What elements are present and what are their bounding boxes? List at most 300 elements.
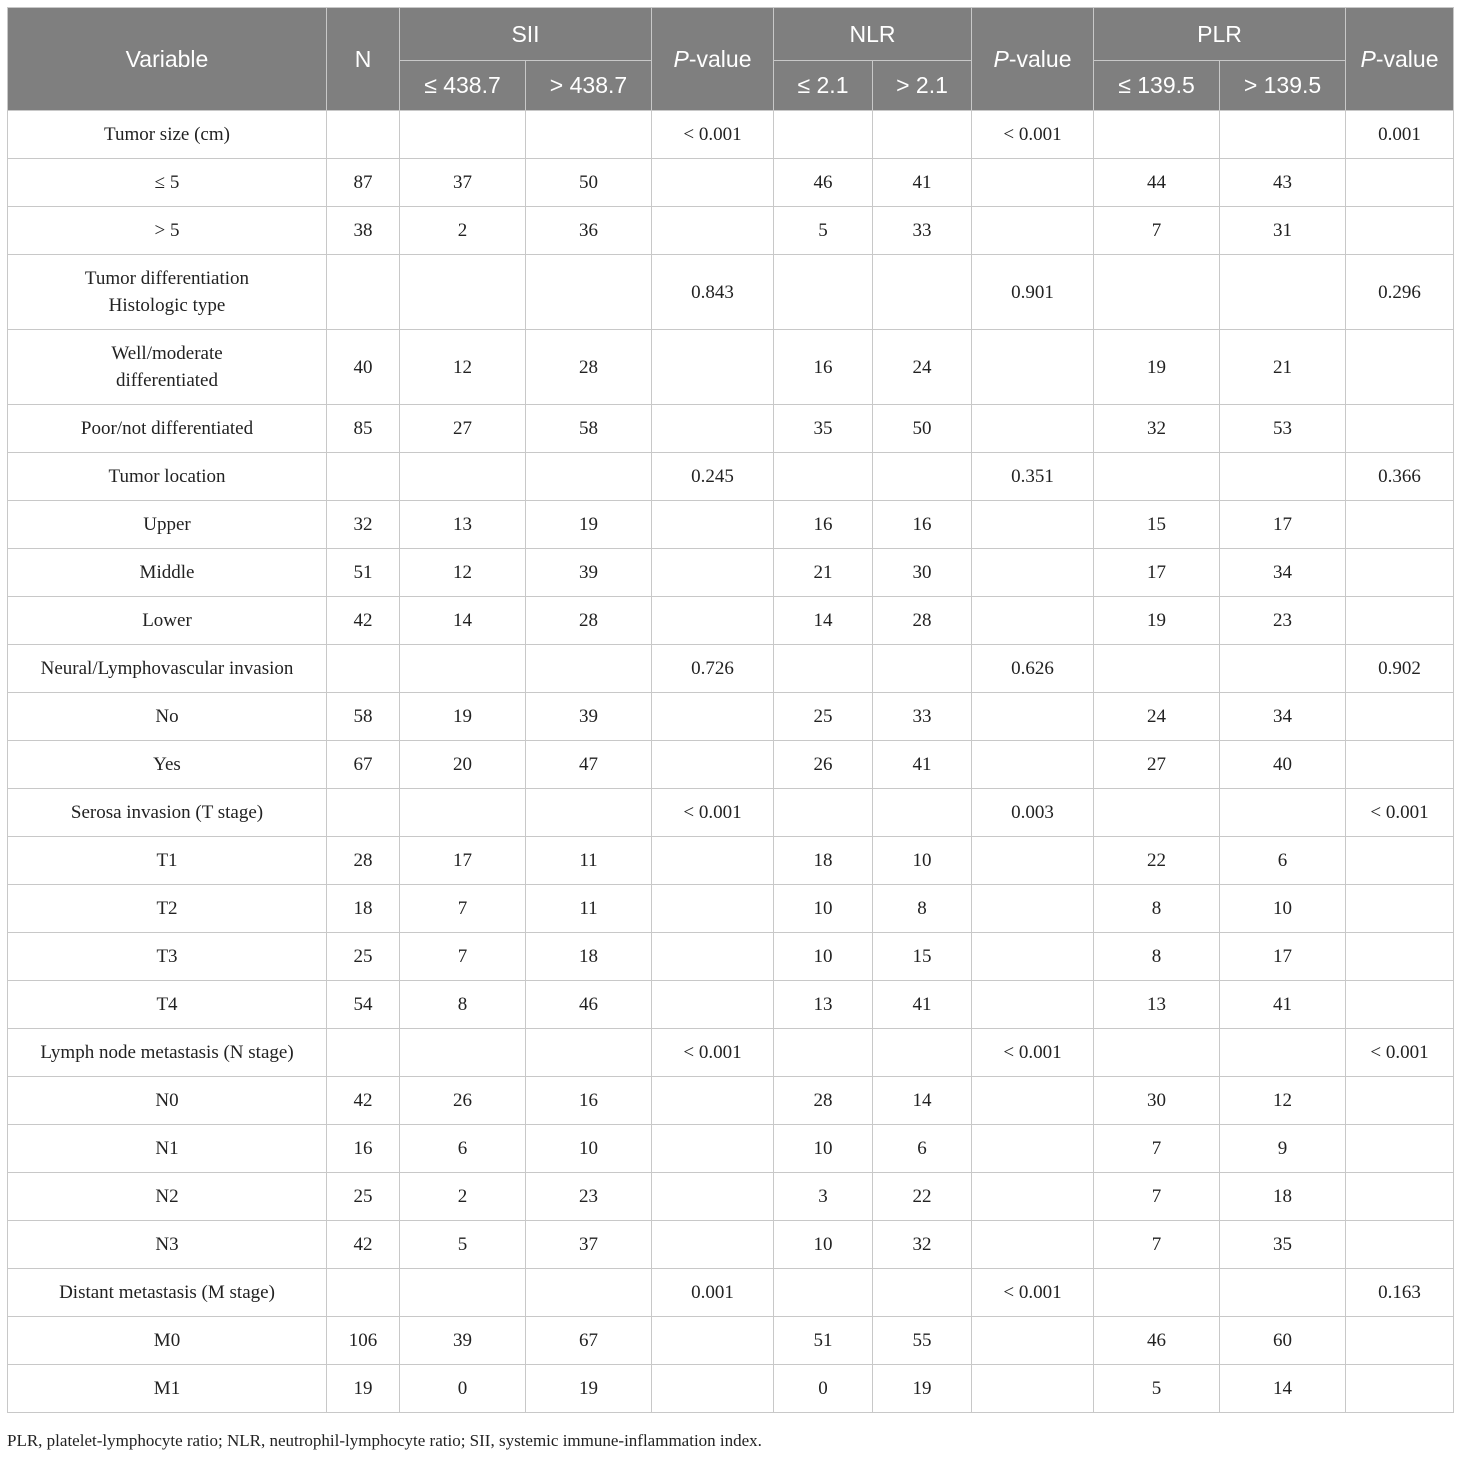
cell-sii-high: 36: [526, 207, 652, 255]
table-row: [8, 981, 1454, 1029]
cell-sii-low: 20: [400, 741, 526, 789]
cell-sii-high: [526, 1269, 652, 1317]
cell-plr-low: 22: [1094, 837, 1220, 885]
cell-plr-high: 6: [1220, 837, 1346, 885]
cell-sii-high: [526, 111, 652, 159]
cell-p-plr: [1346, 933, 1454, 981]
cell-nlr-high: 30: [873, 549, 972, 597]
cell-p-plr: [1346, 885, 1454, 933]
cell-nlr-high: 41: [873, 159, 972, 207]
cell-p-nlr: [972, 1077, 1094, 1125]
cell-sii-low: [400, 255, 526, 330]
cell-sii-low: 13: [400, 501, 526, 549]
cell-n: 54: [327, 981, 400, 1029]
cell-nlr-high: [873, 255, 972, 330]
cell-p-plr: [1346, 330, 1454, 405]
table-row: [8, 597, 1454, 645]
cell-plr-low: 24: [1094, 693, 1220, 741]
cell-sii-high: 46: [526, 981, 652, 1029]
cell-p-nlr: [972, 837, 1094, 885]
cell-p-sii: [652, 1173, 774, 1221]
cell-p-nlr: [972, 330, 1094, 405]
cell-n: 51: [327, 549, 400, 597]
cell-sii-high: 39: [526, 549, 652, 597]
cell-sii-high: 19: [526, 1365, 652, 1413]
header-nlr-low: ≤ 2.1: [774, 61, 873, 111]
cell-nlr-low: 35: [774, 405, 873, 453]
cell-p-sii: 0.245: [652, 453, 774, 501]
cell-nlr-high: [873, 645, 972, 693]
cell-p-sii: 0.843: [652, 255, 774, 330]
cell-sii-high: 37: [526, 1221, 652, 1269]
cell-p-nlr: [972, 693, 1094, 741]
table-row: [8, 1125, 1454, 1173]
cell-p-sii: [652, 1221, 774, 1269]
cell-n: [327, 453, 400, 501]
cell-p-sii: [652, 501, 774, 549]
cell-p-plr: < 0.001: [1346, 1029, 1454, 1077]
cell-nlr-high: 16: [873, 501, 972, 549]
cell-sii-low: 12: [400, 549, 526, 597]
cell-sii-low: 12: [400, 330, 526, 405]
cell-plr-low: 7: [1094, 1221, 1220, 1269]
cell-p-plr: 0.001: [1346, 111, 1454, 159]
cell-p-sii: [652, 1365, 774, 1413]
cell-n: 40: [327, 330, 400, 405]
cell-nlr-low: 5: [774, 207, 873, 255]
cell-nlr-low: 25: [774, 693, 873, 741]
cell-plr-high: 40: [1220, 741, 1346, 789]
cell-plr-low: 7: [1094, 207, 1220, 255]
cell-nlr-low: 10: [774, 1125, 873, 1173]
cell-p-sii: [652, 933, 774, 981]
cell-nlr-high: 28: [873, 597, 972, 645]
cell-label: > 5: [8, 207, 327, 255]
cell-p-sii: [652, 330, 774, 405]
cell-plr-high: 17: [1220, 501, 1346, 549]
header-n: N: [327, 8, 400, 111]
cell-p-nlr: [972, 159, 1094, 207]
cell-label: Tumor location: [8, 453, 327, 501]
cell-sii-high: [526, 1029, 652, 1077]
cell-nlr-high: [873, 111, 972, 159]
cell-p-nlr: [972, 207, 1094, 255]
cell-nlr-low: [774, 255, 873, 330]
cell-label: Well/moderate differentiated: [8, 330, 327, 405]
cell-nlr-low: 18: [774, 837, 873, 885]
cell-nlr-low: 16: [774, 330, 873, 405]
cell-n: 42: [327, 597, 400, 645]
cell-n: 67: [327, 741, 400, 789]
header-plr: PLR: [1094, 8, 1346, 61]
cell-label: T4: [8, 981, 327, 1029]
cell-sii-high: 58: [526, 405, 652, 453]
cell-p-sii: [652, 405, 774, 453]
cell-p-nlr: 0.351: [972, 453, 1094, 501]
cell-p-sii: < 0.001: [652, 789, 774, 837]
cell-sii-low: 37: [400, 159, 526, 207]
cell-nlr-low: 10: [774, 933, 873, 981]
cell-p-nlr: 0.626: [972, 645, 1094, 693]
cell-p-sii: [652, 549, 774, 597]
cell-nlr-high: [873, 1269, 972, 1317]
cell-plr-low: [1094, 645, 1220, 693]
cell-sii-low: 27: [400, 405, 526, 453]
cell-p-plr: [1346, 597, 1454, 645]
cell-label: No: [8, 693, 327, 741]
cell-plr-low: 17: [1094, 549, 1220, 597]
cell-sii-low: [400, 1269, 526, 1317]
cell-label: N2: [8, 1173, 327, 1221]
cell-p-plr: [1346, 981, 1454, 1029]
table-row: [8, 1365, 1454, 1413]
cell-p-plr: [1346, 501, 1454, 549]
table-row: [8, 255, 1454, 330]
cell-plr-high: [1220, 789, 1346, 837]
cell-p-nlr: < 0.001: [972, 1029, 1094, 1077]
cell-sii-low: 0: [400, 1365, 526, 1413]
cell-label: ≤ 5: [8, 159, 327, 207]
cell-p-sii: 0.726: [652, 645, 774, 693]
cell-p-nlr: [972, 549, 1094, 597]
cell-p-plr: [1346, 1365, 1454, 1413]
table-row: [8, 645, 1454, 693]
cell-nlr-low: [774, 789, 873, 837]
cell-p-plr: [1346, 741, 1454, 789]
cell-n: [327, 1029, 400, 1077]
cell-nlr-high: 41: [873, 741, 972, 789]
cell-nlr-high: 10: [873, 837, 972, 885]
cell-nlr-high: 55: [873, 1317, 972, 1365]
cell-label: Serosa invasion (T stage): [8, 789, 327, 837]
cell-plr-high: 35: [1220, 1221, 1346, 1269]
cell-n: 18: [327, 885, 400, 933]
cell-plr-high: [1220, 255, 1346, 330]
cell-sii-low: 8: [400, 981, 526, 1029]
cell-plr-low: 7: [1094, 1125, 1220, 1173]
cell-nlr-low: 14: [774, 597, 873, 645]
cell-label: Middle: [8, 549, 327, 597]
cell-p-plr: 0.163: [1346, 1269, 1454, 1317]
cell-n: 19: [327, 1365, 400, 1413]
cell-p-plr: [1346, 837, 1454, 885]
cell-nlr-high: [873, 453, 972, 501]
cell-plr-high: 43: [1220, 159, 1346, 207]
cell-nlr-low: 10: [774, 1221, 873, 1269]
cell-plr-high: 53: [1220, 405, 1346, 453]
cell-plr-low: [1094, 789, 1220, 837]
table-header: [8, 8, 1454, 111]
cell-plr-low: 8: [1094, 933, 1220, 981]
cell-p-sii: < 0.001: [652, 111, 774, 159]
cell-p-plr: [1346, 405, 1454, 453]
cell-nlr-high: 15: [873, 933, 972, 981]
cell-n: [327, 1269, 400, 1317]
cell-sii-high: 67: [526, 1317, 652, 1365]
cell-p-nlr: 0.901: [972, 255, 1094, 330]
cell-plr-high: 12: [1220, 1077, 1346, 1125]
cell-label: M1: [8, 1365, 327, 1413]
cell-sii-high: 16: [526, 1077, 652, 1125]
cell-label: Distant metastasis (M stage): [8, 1269, 327, 1317]
cell-sii-low: [400, 645, 526, 693]
table-row: [8, 1269, 1454, 1317]
table-row: [8, 501, 1454, 549]
cell-sii-high: [526, 255, 652, 330]
cell-p-sii: [652, 597, 774, 645]
table-row: [8, 741, 1454, 789]
cell-sii-high: 11: [526, 885, 652, 933]
cell-nlr-high: 33: [873, 693, 972, 741]
cell-n: [327, 255, 400, 330]
cell-p-nlr: < 0.001: [972, 111, 1094, 159]
cell-sii-low: [400, 789, 526, 837]
cell-plr-low: [1094, 1269, 1220, 1317]
cell-n: 106: [327, 1317, 400, 1365]
cell-sii-high: [526, 453, 652, 501]
cell-n: 87: [327, 159, 400, 207]
cell-label: Upper: [8, 501, 327, 549]
cell-p-nlr: [972, 501, 1094, 549]
cell-p-nlr: 0.003: [972, 789, 1094, 837]
cell-p-nlr: [972, 741, 1094, 789]
cell-p-plr: [1346, 1077, 1454, 1125]
cell-nlr-low: 0: [774, 1365, 873, 1413]
cell-label: N1: [8, 1125, 327, 1173]
header-plr-low: ≤ 139.5: [1094, 61, 1220, 111]
cell-plr-low: [1094, 255, 1220, 330]
cell-sii-high: 10: [526, 1125, 652, 1173]
cell-n: [327, 645, 400, 693]
cell-sii-low: [400, 1029, 526, 1077]
cell-nlr-low: 51: [774, 1317, 873, 1365]
table-row: [8, 111, 1454, 159]
cell-sii-low: 17: [400, 837, 526, 885]
cell-nlr-low: [774, 453, 873, 501]
cell-sii-low: 19: [400, 693, 526, 741]
cell-p-sii: [652, 1125, 774, 1173]
cell-p-nlr: [972, 933, 1094, 981]
cell-plr-low: 5: [1094, 1365, 1220, 1413]
table-row: [8, 693, 1454, 741]
cell-p-plr: [1346, 693, 1454, 741]
header-plr-high: > 139.5: [1220, 61, 1346, 111]
header-sii-low: ≤ 438.7: [400, 61, 526, 111]
cell-nlr-low: 46: [774, 159, 873, 207]
cell-nlr-low: [774, 645, 873, 693]
cell-plr-high: [1220, 1029, 1346, 1077]
cell-n: 25: [327, 933, 400, 981]
cell-n: [327, 789, 400, 837]
cell-plr-low: 32: [1094, 405, 1220, 453]
cell-plr-low: [1094, 453, 1220, 501]
cell-nlr-high: 6: [873, 1125, 972, 1173]
table-body: [8, 111, 1454, 1413]
cell-p-sii: 0.001: [652, 1269, 774, 1317]
cell-nlr-low: [774, 1269, 873, 1317]
cell-p-plr: [1346, 159, 1454, 207]
table-row: [8, 330, 1454, 405]
cell-sii-low: 7: [400, 933, 526, 981]
cell-sii-high: 18: [526, 933, 652, 981]
header-sii-high: > 438.7: [526, 61, 652, 111]
cell-label: T1: [8, 837, 327, 885]
cell-plr-high: 10: [1220, 885, 1346, 933]
cell-plr-high: [1220, 1269, 1346, 1317]
cell-nlr-low: 13: [774, 981, 873, 1029]
data-table: [7, 7, 1454, 1413]
cell-plr-low: 19: [1094, 330, 1220, 405]
table-row: [8, 837, 1454, 885]
cell-nlr-low: 21: [774, 549, 873, 597]
cell-sii-high: 28: [526, 330, 652, 405]
cell-plr-low: 19: [1094, 597, 1220, 645]
table-row: [8, 885, 1454, 933]
cell-p-nlr: [972, 597, 1094, 645]
table-row: [8, 1173, 1454, 1221]
cell-plr-high: 34: [1220, 693, 1346, 741]
header-p-value-plr: P-value: [1346, 8, 1454, 111]
cell-plr-high: [1220, 453, 1346, 501]
cell-p-plr: [1346, 549, 1454, 597]
cell-p-nlr: < 0.001: [972, 1269, 1094, 1317]
cell-plr-high: 34: [1220, 549, 1346, 597]
cell-plr-high: [1220, 645, 1346, 693]
cell-nlr-high: [873, 789, 972, 837]
cell-label: Neural/Lymphovascular invasion: [8, 645, 327, 693]
cell-p-plr: 0.296: [1346, 255, 1454, 330]
cell-plr-high: 41: [1220, 981, 1346, 1029]
cell-plr-low: 7: [1094, 1173, 1220, 1221]
cell-nlr-high: 33: [873, 207, 972, 255]
cell-p-sii: [652, 981, 774, 1029]
cell-plr-low: 44: [1094, 159, 1220, 207]
table-row: [8, 405, 1454, 453]
cell-label: Poor/not differentiated: [8, 405, 327, 453]
cell-nlr-high: 8: [873, 885, 972, 933]
header-nlr-high: > 2.1: [873, 61, 972, 111]
cell-p-sii: [652, 885, 774, 933]
cell-sii-low: 2: [400, 1173, 526, 1221]
cell-plr-high: [1220, 111, 1346, 159]
table-row: [8, 1221, 1454, 1269]
cell-sii-low: 26: [400, 1077, 526, 1125]
cell-nlr-high: 19: [873, 1365, 972, 1413]
cell-plr-high: 9: [1220, 1125, 1346, 1173]
cell-plr-low: [1094, 1029, 1220, 1077]
cell-plr-low: 13: [1094, 981, 1220, 1029]
cell-n: 58: [327, 693, 400, 741]
cell-plr-low: 15: [1094, 501, 1220, 549]
cell-p-sii: [652, 159, 774, 207]
header-p-value-sii: P-value: [652, 8, 774, 111]
cell-p-plr: [1346, 1221, 1454, 1269]
cell-p-sii: [652, 1077, 774, 1125]
cell-plr-low: [1094, 111, 1220, 159]
cell-sii-high: [526, 789, 652, 837]
cell-plr-high: 17: [1220, 933, 1346, 981]
cell-label: Lymph node metastasis (N stage): [8, 1029, 327, 1077]
cell-plr-high: 18: [1220, 1173, 1346, 1221]
cell-n: 25: [327, 1173, 400, 1221]
cell-p-sii: [652, 207, 774, 255]
cell-nlr-low: 3: [774, 1173, 873, 1221]
cell-p-nlr: [972, 885, 1094, 933]
cell-sii-low: 39: [400, 1317, 526, 1365]
cell-p-plr: 0.366: [1346, 453, 1454, 501]
cell-n: 42: [327, 1077, 400, 1125]
cell-sii-high: 11: [526, 837, 652, 885]
cell-sii-low: 5: [400, 1221, 526, 1269]
cell-sii-high: 39: [526, 693, 652, 741]
cell-plr-high: 14: [1220, 1365, 1346, 1413]
cell-n: [327, 111, 400, 159]
cell-n: 38: [327, 207, 400, 255]
cell-p-sii: [652, 837, 774, 885]
cell-p-sii: [652, 693, 774, 741]
cell-sii-low: 7: [400, 885, 526, 933]
header-sii: SII: [400, 8, 652, 61]
table-row: [8, 1029, 1454, 1077]
cell-p-nlr: [972, 405, 1094, 453]
cell-sii-low: [400, 453, 526, 501]
cell-sii-low: 14: [400, 597, 526, 645]
cell-p-plr: [1346, 207, 1454, 255]
header-nlr: NLR: [774, 8, 972, 61]
cell-p-nlr: [972, 1365, 1094, 1413]
table-row: [8, 933, 1454, 981]
cell-label: T3: [8, 933, 327, 981]
cell-plr-high: 21: [1220, 330, 1346, 405]
cell-sii-low: 6: [400, 1125, 526, 1173]
cell-p-sii: [652, 1317, 774, 1365]
table-row: [8, 1317, 1454, 1365]
cell-p-plr: < 0.001: [1346, 789, 1454, 837]
cell-plr-high: 31: [1220, 207, 1346, 255]
cell-p-plr: 0.902: [1346, 645, 1454, 693]
cell-n: 32: [327, 501, 400, 549]
cell-nlr-high: 24: [873, 330, 972, 405]
table-row: [8, 789, 1454, 837]
cell-p-sii: < 0.001: [652, 1029, 774, 1077]
cell-sii-high: 50: [526, 159, 652, 207]
cell-plr-high: 60: [1220, 1317, 1346, 1365]
cell-nlr-high: 50: [873, 405, 972, 453]
cell-nlr-low: [774, 1029, 873, 1077]
cell-p-sii: [652, 741, 774, 789]
table-footnote: PLR, platelet-lymphocyte ratio; NLR, neutrophil-lymphocyte ratio; SII, systemic immune-inflammation index.: [7, 1431, 762, 1450]
cell-label: M0: [8, 1317, 327, 1365]
cell-p-nlr: [972, 981, 1094, 1029]
table-row: [8, 1077, 1454, 1125]
table-row: [8, 159, 1454, 207]
cell-p-nlr: [972, 1221, 1094, 1269]
cell-plr-low: 30: [1094, 1077, 1220, 1125]
cell-label: Tumor differentiation Histologic type: [8, 255, 327, 330]
cell-sii-high: 19: [526, 501, 652, 549]
cell-label: Yes: [8, 741, 327, 789]
cell-p-plr: [1346, 1173, 1454, 1221]
cell-label: N3: [8, 1221, 327, 1269]
cell-p-plr: [1346, 1317, 1454, 1365]
cell-sii-low: 2: [400, 207, 526, 255]
cell-n: 42: [327, 1221, 400, 1269]
cell-plr-low: 46: [1094, 1317, 1220, 1365]
cell-nlr-high: 14: [873, 1077, 972, 1125]
cell-sii-low: [400, 111, 526, 159]
cell-sii-high: [526, 645, 652, 693]
cell-nlr-high: 41: [873, 981, 972, 1029]
